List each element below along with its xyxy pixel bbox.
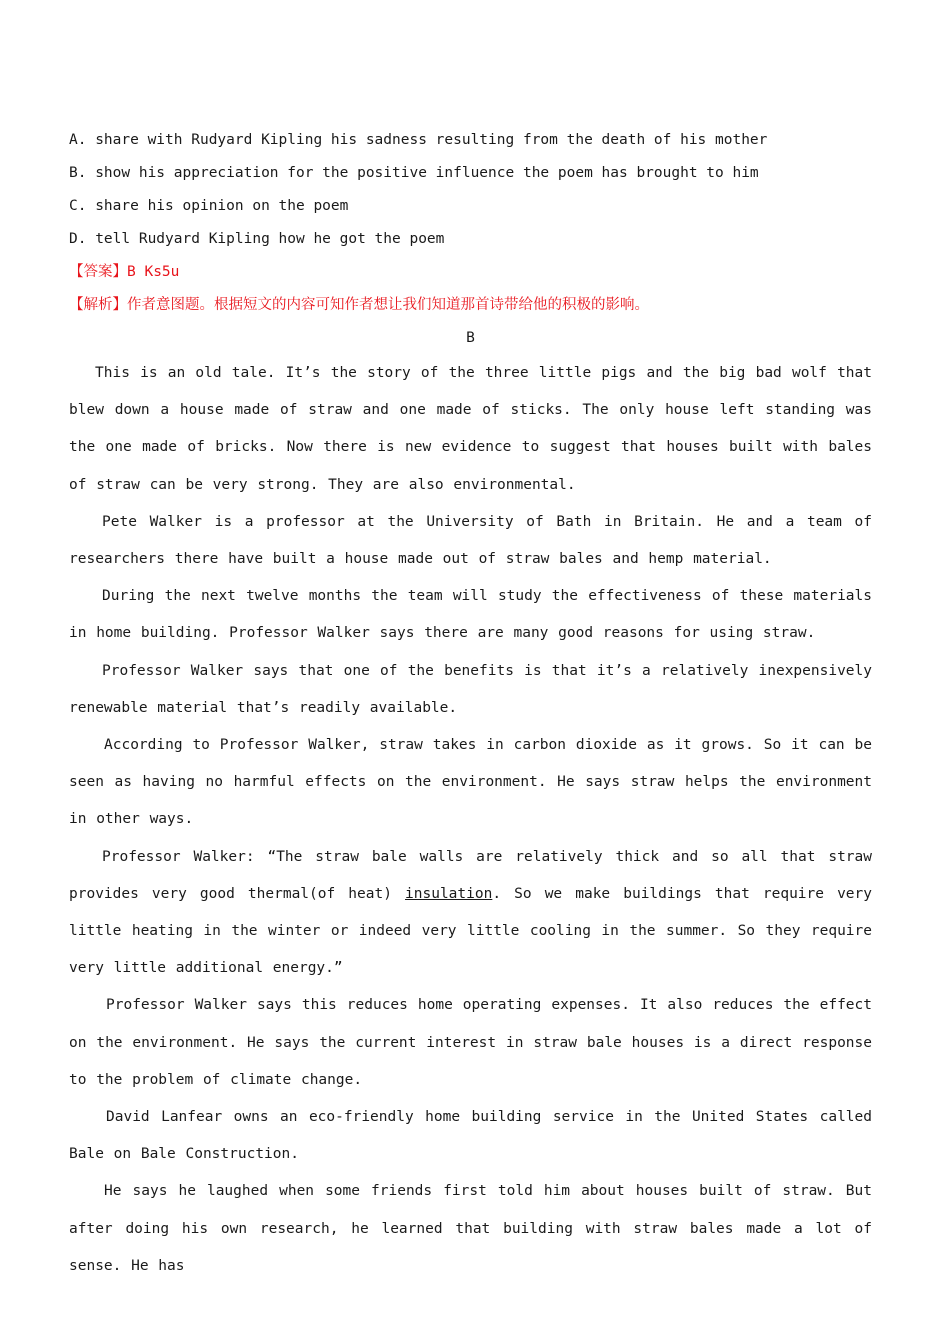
option-c: C. share his opinion on the poem	[69, 198, 349, 214]
paragraph-9: He says he laughed when some friends first told him about houses built of straw. But after doing his own research, he learned that building with straw bales made a lot of sense. He has	[69, 1183, 872, 1274]
underlined-word: insulation	[405, 885, 493, 902]
option-a: A. share with Rudyard Kipling his sadness resulting from the death of his mother	[69, 132, 768, 148]
analysis-line	[69, 289, 872, 322]
answer-value: B Ks5u	[127, 264, 180, 280]
paragraph-1: This is an old tale. It’s the story of the three little pigs and the big bad wolf that blew down a house made of straw and one made of sticks. The only house left standing was the one made of bricks. Now there is new evidence to suggest that houses built with bales of straw can be very strong. They are also environmental.	[69, 365, 872, 493]
paragraph-8: David Lanfear owns an eco-friendly home building service in the United States called Bale on Bale Construction.	[69, 1109, 872, 1163]
paragraph-7: Professor Walker says this reduces home operating expenses. It also reduces the effect on the environment. He says the current interest in straw bale houses is a direct response to the problem of climate change.	[69, 997, 872, 1088]
answer-line	[69, 256, 872, 289]
option-d: D. tell Rudyard Kipling how he got the poem	[69, 231, 445, 247]
analysis-text: 作者意图题。根据短文的内容可知作者想让我们知道那首诗带给他的积极的影响。	[127, 297, 649, 313]
option-b: B. show his appreciation for the positive influence the poem has brought to him	[69, 165, 759, 181]
answer-label: 【答案】	[69, 264, 127, 280]
section-label: B	[466, 330, 475, 346]
paragraph-quote: Professor Walker: “The straw bale walls are relatively thick and so all that straw provides very good thermal(of heat) insulation. So we make buildings that require very little heating in the winter or indeed very little cooling in the summer. So they require very little additional energy.”	[69, 848, 872, 977]
paragraph-2: Pete Walker is a professor at the University of Bath in Britain. He and a team of researchers there have built a house made out of straw bales and hemp material.	[69, 513, 872, 568]
paragraph-3: During the next twelve months the team will study the effectiveness of these materials in home building. Professor Walker says there are many good reasons for using straw.	[69, 588, 872, 642]
paragraph-5: According to Professor Walker, straw takes in carbon dioxide as it grows. So it can be seen as having no harmful effects on the environment. He says straw helps the environment in other ways.	[69, 737, 872, 828]
document-page	[69, 124, 872, 1285]
analysis-label: 【解析】	[69, 297, 127, 313]
paragraph-4: Professor Walker says that one of the benefits is that it’s a relatively inexpensively renewable material that’s readily available.	[69, 662, 872, 716]
